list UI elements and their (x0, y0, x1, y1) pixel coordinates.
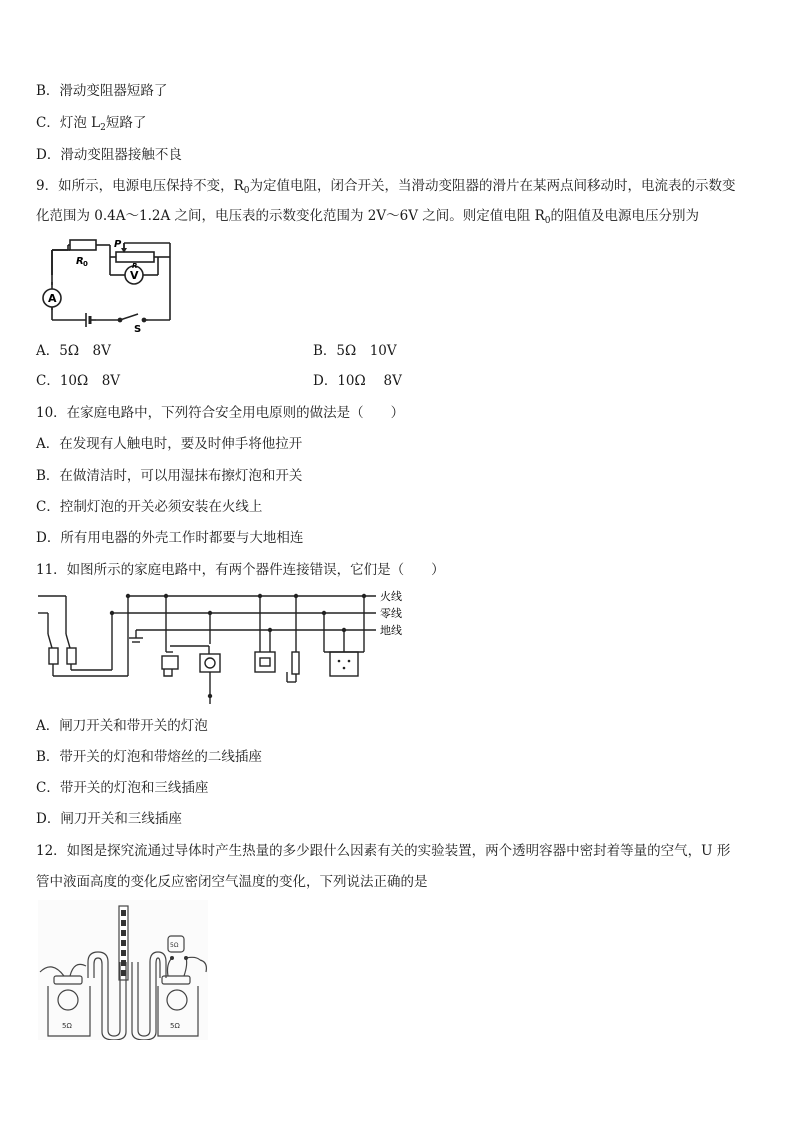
q11-option-c: C．带开关的灯泡和三线插座 (36, 780, 209, 796)
neutral-wire-label: 零线 (380, 607, 402, 620)
q8-option-c-text-end: 短路了 (105, 115, 147, 131)
q9-option-a: A．5Ω 8V (36, 343, 111, 359)
right-resistor-label: 5Ω (170, 1022, 180, 1030)
q12-stem-line1: 12．如图是探究流通过导体时产生热量的多少跟什么因素有关的实验装置，两个透明容器中密封着等量的空气，U 形 (36, 843, 731, 859)
voltmeter-label: V (130, 269, 139, 282)
q9-circuit-diagram (40, 235, 176, 332)
q8-option-b: B．滑动变阻器短路了 (36, 83, 168, 99)
q8-option-c-subscript: 2 (100, 123, 106, 133)
q9-stem-text2-end: 的阻值及电源电压分别为 (550, 208, 699, 224)
q10-option-a: A．在发现有人触电时，要及时伸手将他拉开 (36, 436, 303, 452)
q9-stem-line2 (36, 207, 699, 230)
q10-option-c: C．控制灯泡的开关必须安装在火线上 (36, 499, 263, 515)
q9-option-d: D．10Ω 8V (313, 373, 402, 389)
q8-option-c-text: C．灯泡 L (36, 115, 101, 131)
q8-option-d: D．滑动变阻器接触不良 (36, 147, 182, 163)
q9-stem-subscript2: 0 (544, 216, 551, 226)
resistor-label: R (76, 256, 84, 267)
q10-stem: 10．在家庭电路中，下列符合安全用电原则的做法是（ ） (36, 405, 405, 421)
q9-stem-text: 9．如所示，电源电压保持不变，R (36, 178, 244, 194)
q9-stem-subscript: 0 (243, 186, 250, 196)
switch-label: S (134, 324, 142, 332)
q11-option-a: A．闸刀开关和带开关的灯泡 (36, 718, 208, 734)
slider-label: P (114, 239, 122, 250)
top-resistor-label: 5Ω (170, 942, 179, 949)
resistor-label-subscript: 0 (83, 260, 88, 268)
q11-option-d: D．闸刀开关和三线插座 (36, 811, 182, 827)
q11-stem: 11．如图所示的家庭电路中，有两个器件连接错误，它们是（ ） (36, 562, 445, 578)
left-resistor-label: 5Ω (62, 1022, 72, 1030)
ground-wire-label: 地线 (380, 624, 402, 637)
q11-household-circuit-diagram (38, 586, 414, 704)
q9-option-c: C．10Ω 8V (36, 373, 121, 389)
q9-stem-line1 (36, 177, 736, 200)
q9-stem-text2: 化范围为 0.4A～1.2A 之间，电压表的示数变化范围为 2V～6V 之间。则定值电阻 R (36, 208, 545, 224)
q10-option-d: D．所有用电器的外壳工作时都要与大地相连 (36, 530, 304, 546)
q12-stem-line2: 管中液面高度的变化反应密闭空气温度的变化，下列说法正确的是 (36, 874, 428, 890)
rheostat-label: R (132, 262, 138, 270)
ammeter-label: A (48, 292, 57, 305)
q9-option-b: B．5Ω 10V (313, 343, 397, 359)
q11-option-b: B．带开关的灯泡和带熔丝的二线插座 (36, 749, 262, 765)
q10-option-b: B．在做清洁时，可以用湿抹布擦灯泡和开关 (36, 468, 303, 484)
q9-stem-text-end: 为定值电阻，闭合开关，当滑动变阻器的滑片在某两点间移动时，电流表的示数变 (249, 178, 736, 194)
q12-heat-experiment-diagram (38, 900, 208, 1040)
q8-option-c (36, 114, 146, 137)
live-wire-label: 火线 (380, 590, 402, 603)
